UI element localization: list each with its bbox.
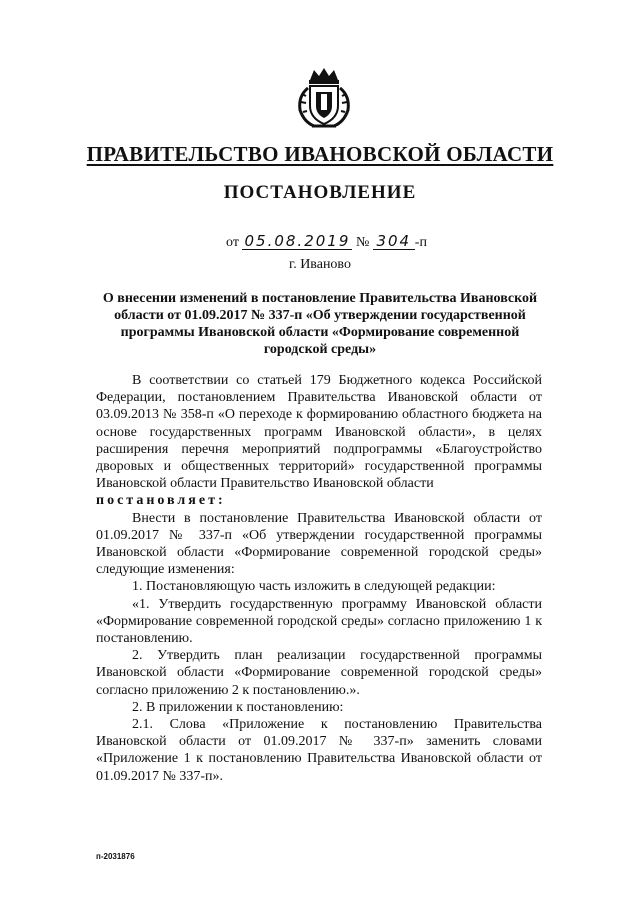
number-suffix: -п <box>414 235 427 250</box>
from-label: от <box>226 235 239 250</box>
decree-word: постановляет: <box>96 493 226 509</box>
date-number-line <box>226 233 427 251</box>
paragraph: «1. Утвердить государственную программу Ивановской области «Формирование современной городской среды» согласно приложению 1 к постановлению. <box>96 596 542 647</box>
document-type: ПОСТАНОВЛЕНИЕ <box>223 182 417 203</box>
city: г. Иваново <box>289 257 351 272</box>
handwritten-number: 304 <box>373 233 415 250</box>
paragraph: Внести в постановление Правительства Ивановской области от 01.09.2017 № 337-п «Об утверждении государственной программы Ивановской области «Формирование современной городской среды» следующие изменения: <box>96 510 542 578</box>
paragraph: 1. Постановляющую часть изложить в следующей редакции: <box>132 579 496 595</box>
handwritten-date: 05.08.2019 <box>242 233 352 250</box>
document-body <box>96 372 542 785</box>
paragraph: 2. Утвердить план реализации государственной программы Ивановской области «Формирование современной городской среды» согласно приложению 2 к постановлению.». <box>96 648 542 698</box>
paragraph-preamble: В соответствии со статьей 179 Бюджетного кодекса Российской Федерации, постановлением Правительства Ивановской области от 03.09.2013 № 358-п «О переходе к формированию областного бюджета на основе государственных программ Ивановской области», в целях расширения перечня мероприятий подпрограммы «Благоустройство дворовых и общественных территорий» государственной программы Ивановской области Правительство Ивановской области <box>96 373 542 492</box>
number-label: № <box>355 235 370 250</box>
ivanovo-coat-of-arms-icon <box>296 66 352 130</box>
government-title-text: ПРАВИТЕЛЬСТВО ИВАНОВСКОЙ ОБЛАСТИ <box>86 142 554 166</box>
footer-registration-code: п-2031876 <box>96 852 135 861</box>
document-subject: О внесении изменений в постановление Правительства Ивановской области от 01.09.2017 № 337-п «Об утверждении государственной программы Ивановской области «Формирование современной городской среды» <box>102 291 538 357</box>
government-title <box>0 142 640 167</box>
paragraph: 2. В приложении к постановлению: <box>132 699 344 715</box>
paragraph: 2.1. Слова «Приложение к постановлению Правительства Ивановской области от 01.09.2017 № 337-п» заменить словами «Приложение 1 к постановлению Правительства Ивановской области от 01.09.2017 № 337-п». <box>96 717 542 784</box>
